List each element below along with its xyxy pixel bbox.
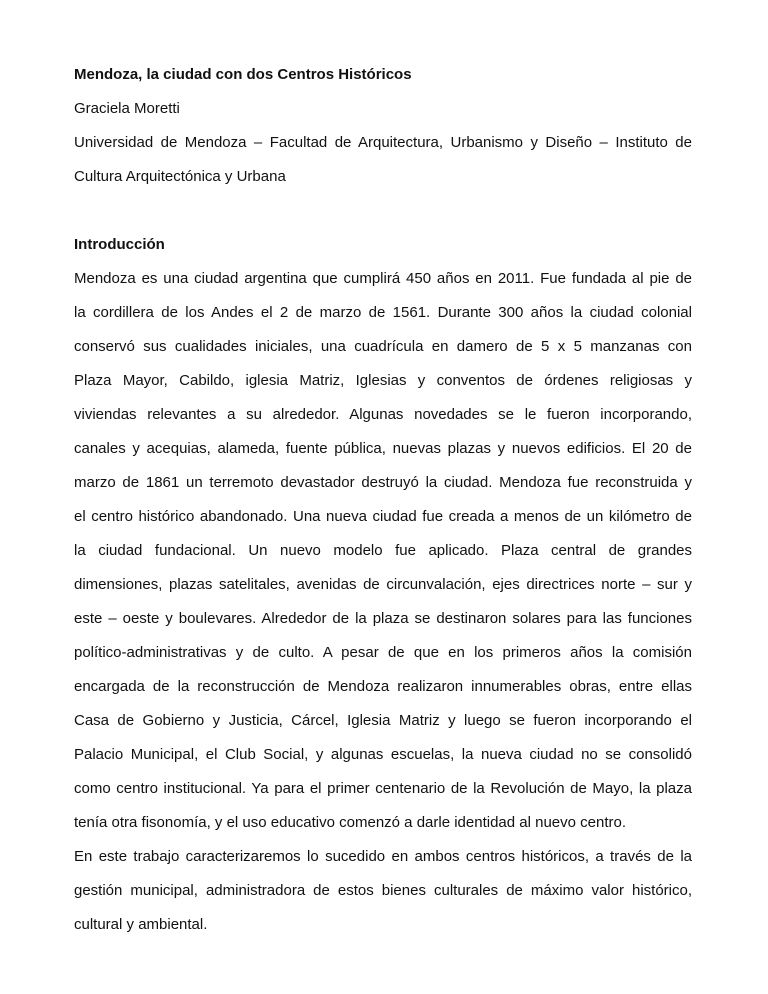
paragraph-line: gestión municipal, administradora de estos bienes culturales de máximo valor histórico, (74, 882, 692, 899)
paragraph-1 (74, 262, 692, 840)
section-heading: Introducción (74, 236, 165, 253)
paragraph-line: encargada de la reconstrucción de Mendoza realizaron innumerables obras, entre ellas (74, 678, 692, 695)
section-spacer (74, 194, 692, 228)
paragraph-line: Plaza Mayor, Cabildo, iglesia Matriz, Iglesias y conventos de órdenes religiosas y (74, 372, 692, 389)
paragraph-line: político-administrativas y de culto. A pesar de que en los primeros años la comisión (74, 644, 692, 661)
paragraph-line: la ciudad fundacional. Un nuevo modelo fue aplicado. Plaza central de grandes (74, 542, 692, 559)
document-page (74, 58, 692, 942)
document-title: Mendoza, la ciudad con dos Centros Históricos (74, 66, 412, 83)
paragraph-line: como centro institucional. Ya para el primer centenario de la Revolución de Mayo, la plaza (74, 780, 692, 797)
paragraph-line: este – oeste y boulevares. Alrededor de la plaza se destinaron solares para las funciones (74, 610, 692, 627)
paragraph-line: En este trabajo caracterizaremos lo sucedido en ambos centros históricos, a través de la (74, 848, 692, 865)
paragraph-line: tenía otra fisonomía, y el uso educativo comenzó a darle identidad al nuevo centro. (74, 814, 627, 831)
paragraph-line: el centro histórico abandonado. Una nueva ciudad fue creada a menos de un kilómetro de (74, 508, 692, 525)
paragraph-line: cultural y ambiental. (74, 916, 208, 933)
author-name: Graciela Moretti (74, 100, 180, 117)
paragraph-2 (74, 840, 692, 942)
paragraph-line: conservó sus cualidades iniciales, una cuadrícula en damero de 5 x 5 manzanas con (74, 338, 692, 355)
affiliation-line-2: Cultura Arquitectónica y Urbana (74, 168, 286, 185)
paragraph-line: la cordillera de los Andes el 2 de marzo de 1561. Durante 300 años la ciudad colonial (74, 304, 692, 321)
paragraph-line: dimensiones, plazas satelitales, avenidas de circunvalación, ejes directrices norte – sur y (74, 576, 692, 593)
paragraph-line: canales y acequias, alameda, fuente pública, nuevas plazas y nuevos edificios. El 20 de (74, 440, 692, 457)
affiliation-line-1: Universidad de Mendoza – Facultad de Arquitectura, Urbanismo y Diseño – Instituto de (74, 134, 692, 151)
paragraph-line: Palacio Municipal, el Club Social, y algunas escuelas, la nueva ciudad no se consolidó (74, 746, 692, 763)
paragraph-line: Mendoza es una ciudad argentina que cumplirá 450 años en 2011. Fue fundada al pie de (74, 270, 692, 287)
paragraph-line: marzo de 1861 un terremoto devastador destruyó la ciudad. Mendoza fue reconstruida y (74, 474, 692, 491)
paragraph-line: Casa de Gobierno y Justicia, Cárcel, Iglesia Matriz y luego se fueron incorporando el (74, 712, 692, 729)
paragraph-line: viviendas relevantes a su alrededor. Algunas novedades se le fueron incorporando, (74, 406, 692, 423)
